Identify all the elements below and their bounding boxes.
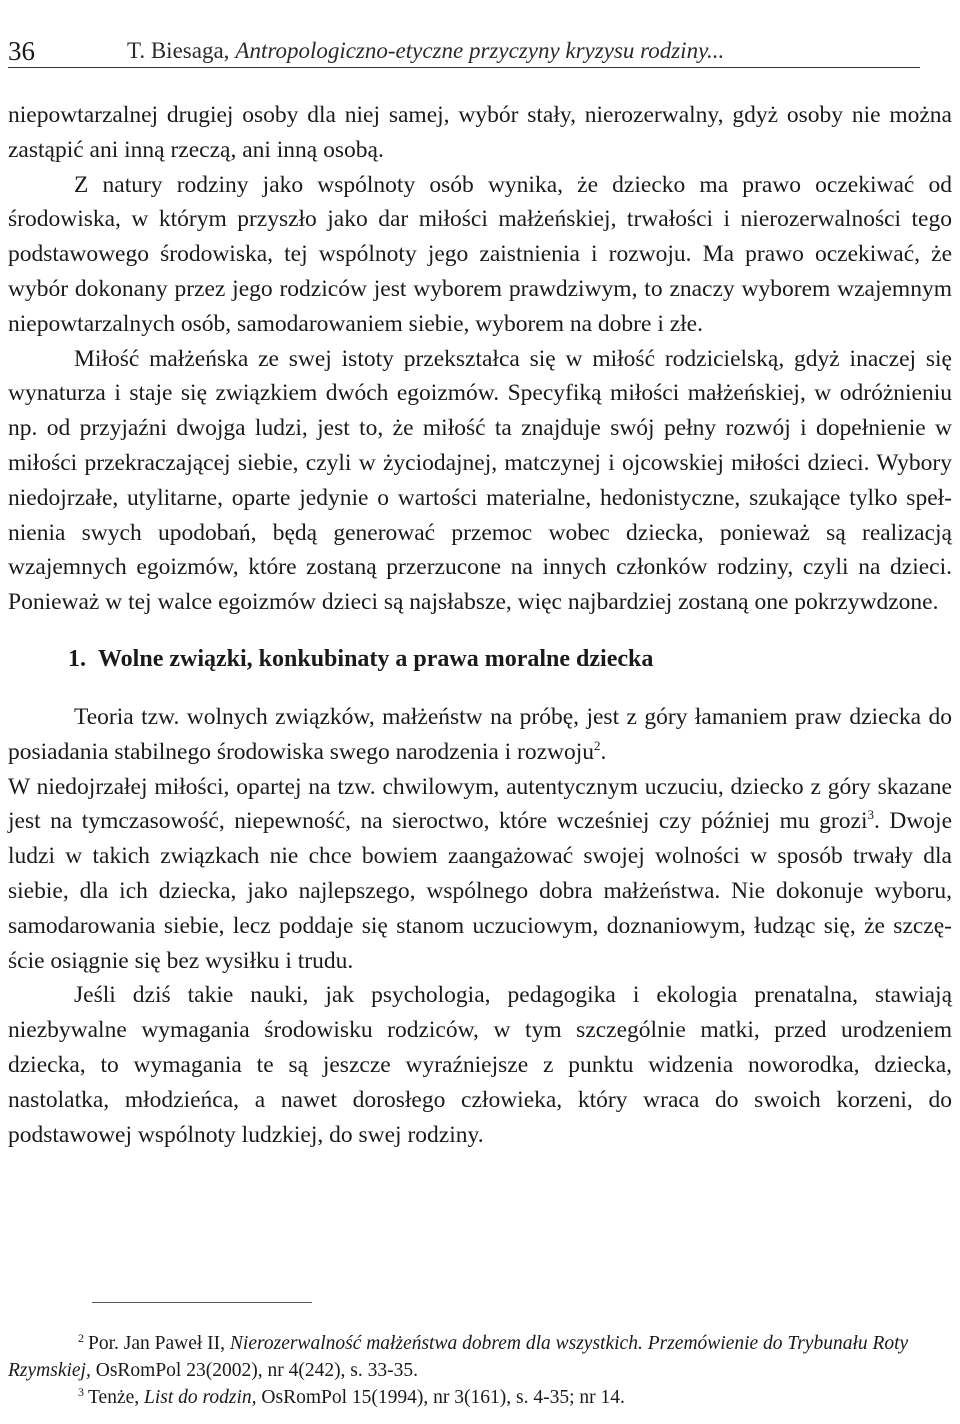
footnote-ref: 2 (594, 737, 601, 753)
section-heading (68, 642, 952, 676)
footnote-ref: 3 (867, 807, 874, 823)
footnotes (8, 1330, 942, 1411)
body-text (8, 98, 952, 1152)
running-header (8, 18, 920, 66)
paragraph: Z natury rodziny jako wspólnoty osób wynika, że dziecko ma prawo oczekiwać od środowiska, w którym przyszło jako dar miłości małżeńskiej, trwałości i nierozerwalności tego podstawowego środowiska, tej wspólnoty jego zaistnienia i rozwoju. Ma prawo oczekiwać, że wybór dokonany przez jego rodziców jest wyborem prawdziwym, to znaczy wyborem wzajemnym niepowtarzalnych osób, samodarowaniem siebie, wyborem na dobre i złe. (8, 171, 952, 337)
running-head-title: Antropologiczno-etyczne przyczyny kryzysu rodziny... (235, 38, 725, 63)
paragraph: niepowtarzalnej drugiej osoby dla niej samej, wybór stały, nierozerwalny, gdyż osoby nie można zastąpić ani inną rzeczą, ani inną osobą. (8, 102, 952, 163)
paragraph (8, 770, 952, 979)
footnote-mark: 3 (78, 1384, 84, 1399)
footnote-prefix: Por. Jan Paweł II, (88, 1333, 226, 1354)
running-head (127, 36, 724, 66)
paragraph-text: . Dwoje ludzi w takich związkach nie chce bowiem zaangażować swojej wolności w sposób trwały dla siebie, dla ich dziecka, jako najlepszego, wspólnego dobra małżeństwa. Nie dokonuje wyboru, samodarowania siebie, lecz poddaje się stanom uczuciowym, doznaniowym, łudząc się, że szczęście osiągnie się bez wysiłku i trudu. (8, 808, 953, 974)
paragraph-text: . (600, 738, 607, 765)
paragraph (8, 700, 952, 770)
footnote (8, 1330, 942, 1384)
header-rule (8, 67, 920, 68)
footnote-mark: 2 (78, 1330, 84, 1345)
section-title: Wolne związki, konkubinaty a prawa moralne dziecka (98, 645, 654, 672)
footnote-suffix: OsRomPol 15(1994), nr 3(161), s. 4-35; nr 14. (261, 1387, 625, 1408)
footnote (8, 1384, 942, 1411)
paragraph-text: W niedojrzałej miłości, opartej na tzw. chwilowym, autentycznym uczuciu, dziecko z góry skazane jest na tymczasowość, niepewność, na sieroctwo, które wcześniej czy później mu grozi (8, 773, 952, 835)
running-head-author: T. Biesaga, (127, 38, 230, 63)
footnote-title: List do rodzin, (144, 1387, 257, 1408)
footnote-prefix: Tenże, (88, 1387, 140, 1408)
section-number: 1. (68, 645, 86, 672)
footnote-title: Nierozerwalność małżeństwa dobrem dla wszystkich. Przemówienie do Trybunału Roty Rzymskiej, (8, 1333, 909, 1381)
paragraph-text: Teoria tzw. wolnych związków, małżeństw na próbę, jest z góry łamaniem praw dziecka do posiadania stabilnego środowiska swego narodzenia i rozwoju (8, 703, 952, 765)
page-number: 36 (8, 36, 35, 66)
footnote-rule (92, 1302, 312, 1303)
paragraph: Miłość małżeńska ze swej istoty przekształca się w miłość rodzicielską, gdyż inaczej się wynaturza i staje się związkiem dwóch egoizmów. Specyfiką miłości małżeńskiej, w odróżnieniu np. od przyjaźni dwojga ludzi, jest to, że miłość ta znajduje swój pełny rozwój i dopełnienie w miłości przekraczającej siebie, czyli w życiodajnej, matczynej i ojcowskiej miłości dzieci. Wybory niedojrzałe, utylitarne, oparte jedynie o wartości materialne, hedonistyczne, szukające tylko spełnienia swych upodobań, będą generować przemoc wobec dziecka, ponieważ są realizacją wzajemnych egoizmów, które zostaną przerzucone na innych członków rodziny, czyli na dzieci. Ponieważ w tej walce egoizmów dzieci są najsłabsze, więc najbardziej zostaną one pokrzywdzone. (8, 345, 952, 616)
footnote-suffix: OsRomPol 23(2002), nr 4(242), s. 33-35. (95, 1360, 419, 1381)
paragraph (8, 978, 952, 1152)
paragraph-text: Jeśli dziś takie nauki, jak psychologia, pedagogika i ekologia prenatalna, stawiają niezbywalne wymagania środowisku rodziców, w tym szczególnie matki, przed urodzeniem dziecka, to wymagania te są jeszcze wyraźniejsze z punktu widzenia noworodka, dziecka, nastolatka, młodzieńca, a nawet dorosłego człowieka, który wraca do swoich korzeni, do podstawowej wspólnoty ludzkiej, do swej rodziny. (8, 982, 952, 1148)
